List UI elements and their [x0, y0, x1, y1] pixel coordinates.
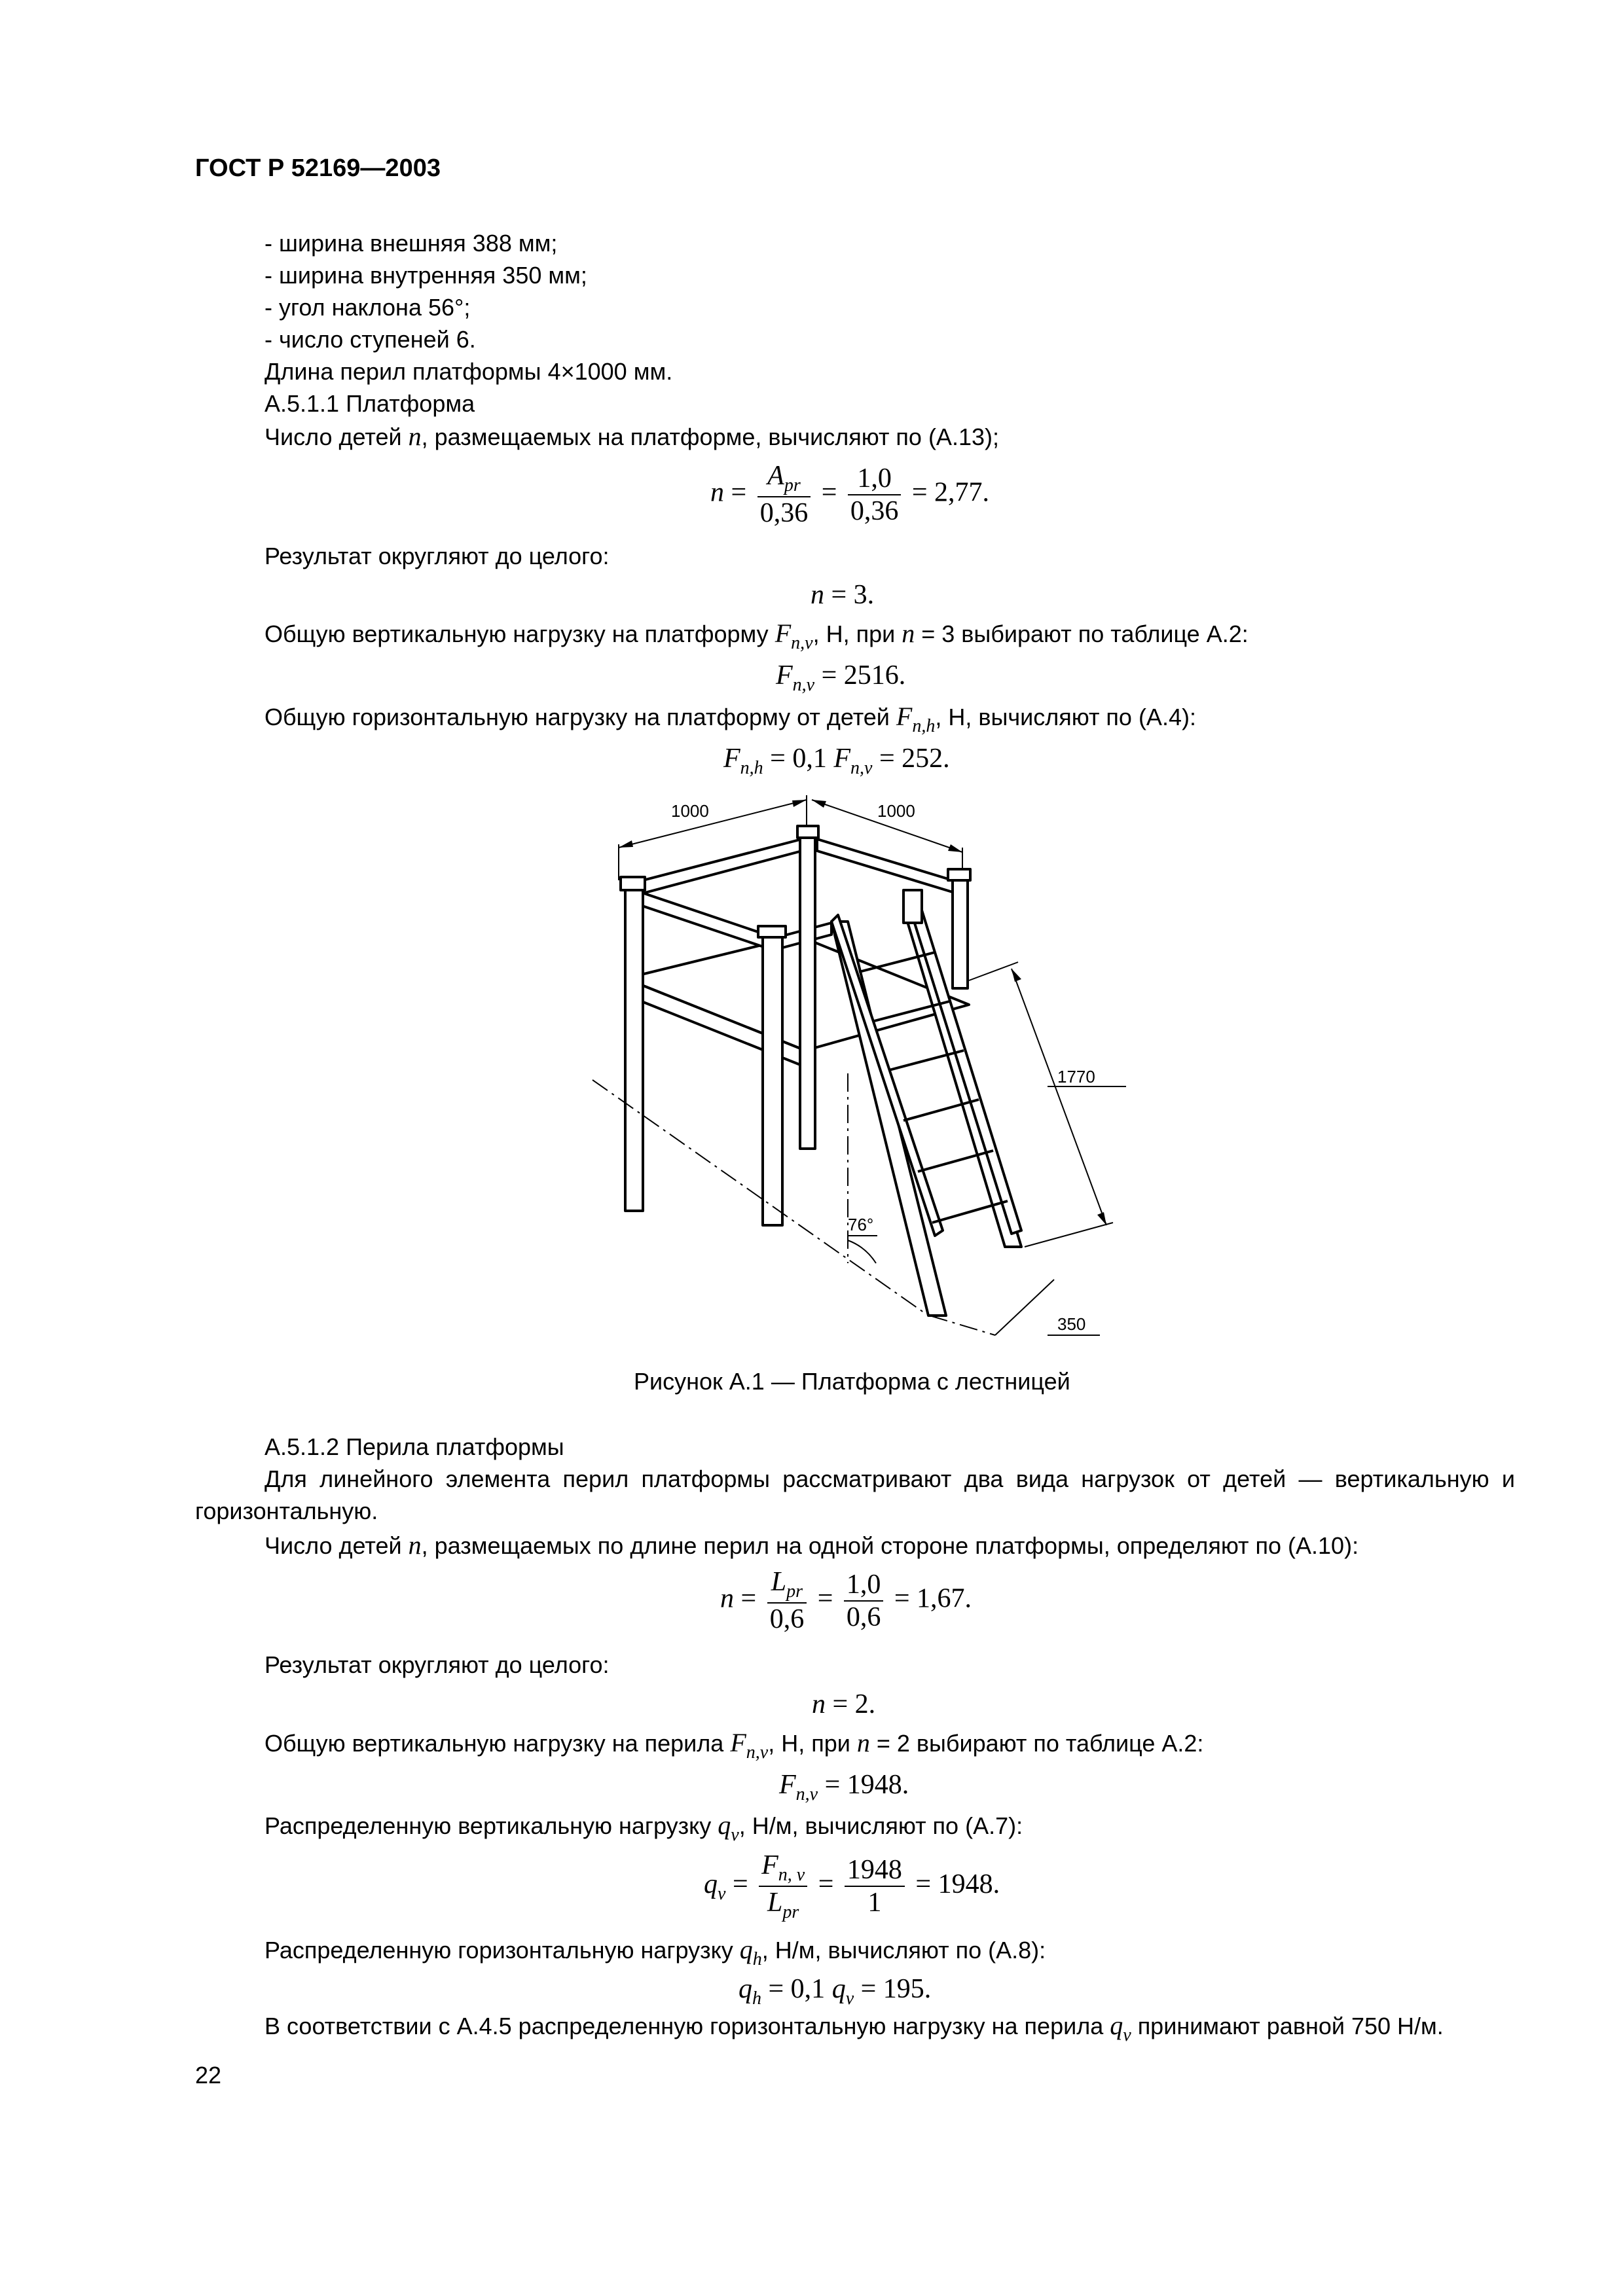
formula — [739, 1973, 931, 2009]
formula — [704, 1851, 1000, 1922]
math-variable: n — [812, 1689, 826, 1719]
dim-ext — [969, 962, 1018, 980]
text-run: Общую горизонтальную нагрузку на платформу от детей — [264, 704, 896, 730]
math-subscript: h — [752, 1949, 762, 1969]
math-subscript: h — [752, 1988, 761, 2009]
math-subscript: n,h — [912, 716, 936, 736]
math-variable: n — [856, 1728, 870, 1757]
math-variable: L — [767, 1888, 783, 1918]
math-variable: n — [710, 477, 724, 508]
dim-line-width — [995, 1280, 1054, 1335]
math-operator: = 0,1 — [763, 744, 834, 774]
math-operator: = 0,1 — [761, 1974, 832, 2004]
arrow — [619, 840, 633, 848]
formula — [776, 660, 905, 696]
text-run: принимают равной 750 Н/м. — [1131, 2013, 1444, 2039]
section-heading: А.5.1.2 Перила платформы — [264, 1433, 564, 1460]
ground-line-right — [930, 1316, 995, 1335]
arrow — [812, 800, 826, 808]
fraction-denominator: 1 — [867, 1888, 882, 1918]
fraction — [844, 1570, 884, 1632]
math-variable: F — [723, 744, 740, 774]
text-run: Число детей — [264, 1532, 409, 1559]
formula — [812, 1689, 875, 1720]
text-run: , Н, при — [768, 1730, 857, 1757]
text-run: , размещаемых на платформе, вычисляют по (А.13); — [421, 423, 999, 450]
math-variable: F — [776, 660, 793, 691]
page-number: 22 — [195, 2062, 222, 2089]
paragraph — [264, 1730, 1203, 1762]
math-subscript: v — [718, 1884, 726, 1905]
math-variable: F — [730, 1728, 746, 1757]
text-run: Число детей — [264, 423, 409, 450]
text-run: Распределенную горизонтальную нагрузку — [264, 1937, 740, 1964]
math-variable: F — [833, 744, 850, 774]
paragraph: Результат округляют до целого: — [264, 1651, 610, 1678]
paragraph: Длина перил платформы 4×1000 мм. — [264, 358, 673, 385]
math-variable: q — [739, 1935, 753, 1964]
text-run: , Н, вычисляют по (А.4): — [935, 704, 1196, 730]
math-variable: F — [896, 702, 913, 731]
figure-caption: Рисунок А.1 — Платформа с лестницей — [634, 1368, 1070, 1395]
dim-ext — [1025, 1223, 1113, 1247]
math-operator: = — [818, 1869, 834, 1900]
math-variable: n — [408, 1530, 422, 1560]
formula — [811, 579, 874, 611]
top-rail-back-left — [625, 839, 802, 898]
dim-label-width: 350 — [1057, 1314, 1086, 1334]
text-run: , размещаемых по длине перил на одной стороне платформы, определяют по (А.10): — [421, 1532, 1359, 1559]
math-variable: q — [739, 1974, 752, 2004]
paragraph — [264, 1937, 1046, 1969]
post-left — [625, 884, 643, 1211]
top-rail-back-right — [817, 839, 953, 892]
math-variable: n — [811, 580, 824, 610]
formula — [779, 1769, 909, 1805]
formula-result: = 252. — [872, 744, 950, 774]
math-variable: q — [1110, 2011, 1123, 2040]
math-subscript: v — [1123, 2025, 1131, 2045]
math-variable: q — [704, 1869, 718, 1900]
math-operator: = — [817, 1583, 833, 1614]
formula-result: = 195. — [854, 1974, 932, 2004]
fraction — [759, 1851, 807, 1922]
fraction-denominator: 0,36 — [850, 495, 899, 526]
dim-line-left — [619, 800, 807, 848]
formula — [720, 1568, 972, 1634]
paragraph-line: Для линейного элемента перил платформы рассматривают два вида нагрузок от детей — вертикальную и — [264, 1465, 1515, 1492]
paragraph — [264, 620, 1249, 653]
fraction — [757, 461, 811, 528]
platform-with-ladder-drawing — [576, 779, 1152, 1342]
list-item: - число ступеней 6. — [264, 326, 476, 353]
text-run: , Н, при — [812, 620, 902, 647]
math-subscript: n,v — [850, 758, 873, 778]
math-subscript: n,v — [795, 1784, 818, 1804]
fraction-denominator: 0,6 — [769, 1604, 805, 1635]
math-variable: F — [779, 1770, 796, 1800]
post-rear — [800, 833, 815, 1149]
math-operator: = — [731, 477, 747, 508]
dim-line-length — [1012, 969, 1106, 1225]
formula-result: = 2. — [832, 1689, 876, 1719]
arrow — [1012, 969, 1021, 982]
math-variable: F — [775, 619, 792, 648]
math-variable: q — [831, 1974, 846, 2004]
paragraph — [264, 1532, 1359, 1558]
text-run: , Н/м, вычисляют по (А.8): — [761, 1937, 1046, 1964]
post-rear-cap — [797, 826, 818, 838]
fraction — [848, 464, 902, 526]
dim-label-left: 1000 — [671, 801, 709, 821]
formula-result: = 2,77. — [911, 477, 990, 508]
text-run: Общую вертикальную нагрузку на перила — [264, 1730, 731, 1757]
text-run: = 2 выбирают по таблице А.2: — [869, 1730, 1204, 1757]
formula-result: = 1948. — [915, 1869, 1000, 1900]
fraction — [845, 1856, 905, 1917]
arrow — [792, 800, 807, 807]
paragraph — [264, 1812, 1023, 1844]
fraction-numerator: 1,0 — [844, 1570, 884, 1602]
math-subscript: n,v — [792, 675, 815, 695]
post-front-cap — [758, 926, 786, 937]
post-front — [763, 935, 782, 1225]
paragraph — [264, 704, 1196, 736]
math-variable: n — [720, 1583, 734, 1614]
text-run: В соответствии с А.4.5 распределенную горизонтальную нагрузку на перила — [264, 2013, 1110, 2039]
math-operator: = — [740, 1583, 757, 1614]
math-variable: F — [761, 1850, 778, 1880]
fraction-denominator: 0,36 — [759, 498, 809, 529]
post-left-cap — [621, 877, 645, 890]
fraction-denominator: 0,6 — [846, 1602, 881, 1632]
fraction-numerator: 1948 — [845, 1856, 905, 1887]
arrow — [948, 844, 962, 852]
paragraph-line: горизонтальную. — [195, 1498, 378, 1524]
document-header: ГОСТ Р 52169—2003 — [195, 154, 441, 182]
math-subscript: pr — [786, 1581, 803, 1602]
math-subscript: pr — [784, 475, 801, 495]
math-subscript: n,h — [740, 758, 763, 778]
arrow — [1097, 1212, 1106, 1225]
section-heading: А.5.1.1 Платформа — [264, 390, 475, 417]
angle-arc — [848, 1240, 876, 1263]
math-variable: L — [771, 1567, 787, 1597]
top-rail-front-left — [638, 891, 766, 948]
formula — [723, 743, 950, 779]
math-subscript: n, v — [778, 1865, 805, 1885]
text-run: = 3 выбирают по таблице А.2: — [915, 620, 1249, 647]
fraction-numerator: 1,0 — [848, 464, 902, 495]
list-item: - ширина внешняя 388 мм; — [264, 230, 558, 257]
math-subscript: pr — [782, 1902, 799, 1923]
list-item: - угол наклона 56°; — [264, 294, 471, 321]
post-right-cap — [948, 869, 970, 880]
post-right — [953, 876, 968, 988]
formula-result: = 3. — [831, 580, 875, 610]
formula-result: = 2516. — [814, 660, 906, 691]
text-run: Распределенную вертикальную нагрузку — [264, 1812, 718, 1839]
formula — [710, 461, 989, 528]
formula-result: = 1948. — [818, 1770, 909, 1800]
math-subscript: v — [731, 1825, 739, 1845]
paragraph: Результат округляют до целого: — [264, 543, 610, 569]
paragraph — [264, 423, 999, 450]
math-subscript: n,v — [791, 633, 813, 653]
formula-result: = 1,67. — [894, 1583, 972, 1614]
fraction — [767, 1568, 807, 1634]
dim-label-angle: 76° — [848, 1215, 874, 1234]
math-operator: = — [732, 1869, 748, 1900]
text-run: , Н/м, вычисляют по (А.7): — [739, 1812, 1023, 1839]
text-run: Общую вертикальную нагрузку на платформу — [264, 620, 775, 647]
ladder-post-right — [903, 890, 922, 923]
math-subscript: n,v — [746, 1742, 769, 1763]
math-operator: = — [821, 477, 837, 508]
math-variable: n — [902, 619, 915, 648]
math-variable: A — [767, 461, 784, 491]
math-variable: q — [718, 1810, 731, 1840]
math-variable: n — [408, 422, 422, 451]
math-subscript: v — [845, 1988, 854, 2009]
dim-label-right: 1000 — [877, 801, 915, 821]
list-item: - ширина внутренняя 350 мм; — [264, 262, 587, 289]
dim-label-length: 1770 — [1057, 1067, 1095, 1086]
paragraph — [264, 2013, 1444, 2045]
